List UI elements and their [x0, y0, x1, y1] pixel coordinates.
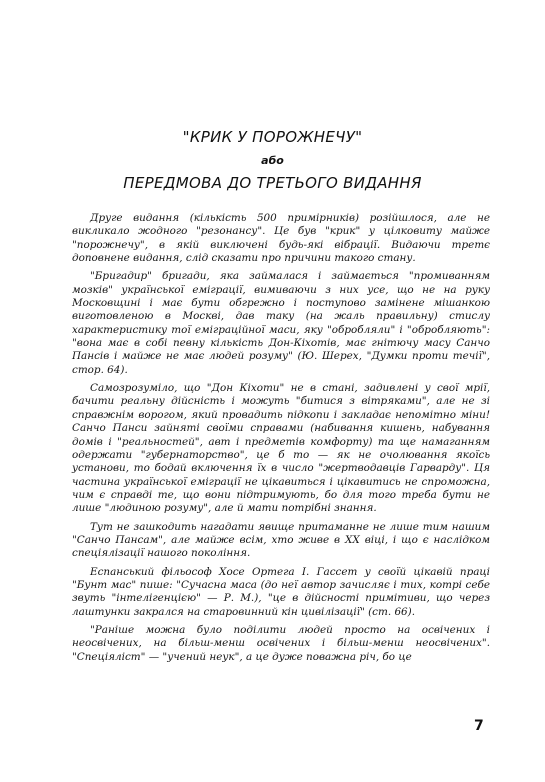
paragraph: Тут не зашкодить нагадати явище притаманне не лише тим нашим "Санчо Пансам", але майже всім, хто живе в XX віці, і що є наслідком спеціялізації нашого покоління.	[72, 520, 490, 560]
page-number: 7	[474, 718, 484, 734]
body-text	[72, 212, 490, 669]
page-subtitle: ПЕРЕДМОВА ДО ТРЕТЬОГО ВИДАННЯ	[123, 174, 422, 192]
paragraph: "Раніше можна було поділити людей просто на освічених і неосвічених, на більш-менш освічених і більш-менш неосвічених". "Спеціяліст" — "учений неук", а це дуже поважна річ, бо це	[72, 623, 490, 663]
paragraph: Друге видання (кількість 500 примірників) розійшлося, але не викликало жодного "резонансу". Це був "крик" у цілковиту майже "порожнечу", в якій виключені будь-які вібрації. Видаючи третє доповнене видання, слід сказати про причини такого стану.	[72, 212, 490, 265]
paragraph: "Бригадир" бригади, яка займалася і займається "промиванням мозків" української еміграції, вимиваючи з них усе, що не на руку Московщині і має бути обгрежно і поступово замінене мішанкою виготовленою в Москві, дав таку (на жаль правильну) стислу характеристику тої еміграційної маси, яку "обробляли" і "обробляють": "вона має в собі певну кількість Дон-Кіхотів, має гнітючу масу Санчо Пансів і майже не має людей розуму" (Ю. Шерех, "Думки проти течії", стор. 64).	[72, 270, 490, 376]
title-connector: або	[261, 154, 284, 167]
paragraph: Самозрозуміло, що "Дон Кіхоти" не в стані, задивлені у свої мрії, бачити реальну дійсність і можуть "битися з вітряками", але не зі справжнім ворогом, який провадить підкопи і закладає непомітно міни! Санчо Панси зайняті своїми справами (набивання кишень, набування домів і "реальностей", авт і предметів комфорту) та ще намаганням одержати "губернаторство", це б то — як не очолювання якоїсь установи, то бодай включення їх в число "жертводавців Гарварду". Ця частина української еміграції не цікавиться і цікавитись не спроможна, чим є справді те, що вони підтримують, бо для того треба бути не лише "людиною розуму", але й мати потрібні знання.	[72, 382, 490, 515]
paragraph: Еспанський фільософ Хосе Ортега І. Гассет у своїй цікавій праці "Бунт мас" пише: "Сучасна маса (до неї автор зачисляє і тих, котрі себе звуть "інтелігенцією" — Р. М.), "це в дійсності примітиви, що через лаштунки закрался на старовинний кін цивілізації" (ст. 66).	[72, 565, 490, 618]
page-title: "КРИК У ПОРОЖНЕЧУ"	[182, 128, 363, 146]
